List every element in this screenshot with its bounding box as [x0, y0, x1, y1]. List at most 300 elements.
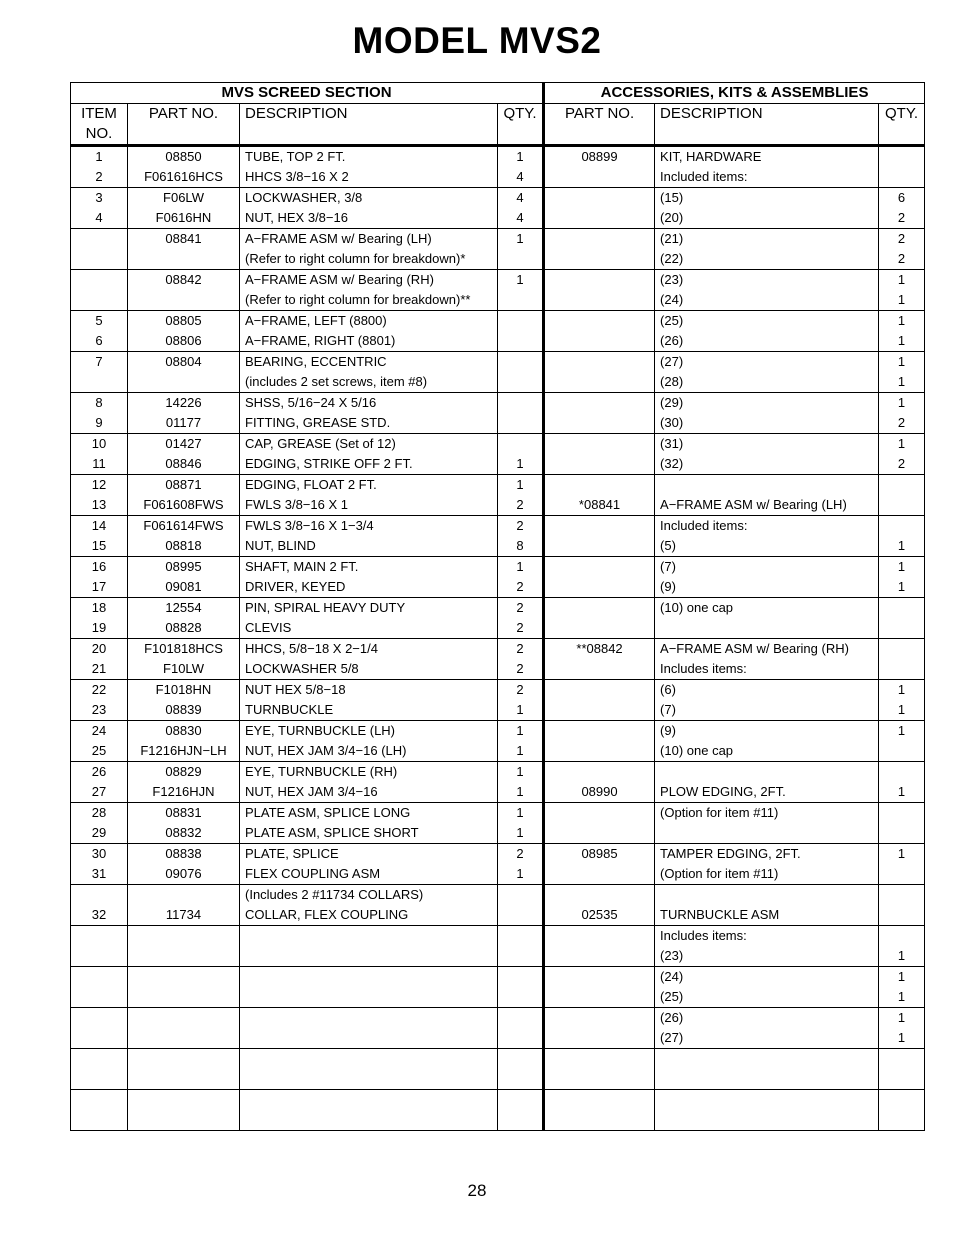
description-cell: A−FRAME ASM w/ Bearing (RH)	[240, 270, 498, 291]
acc-part-no-cell	[544, 762, 655, 783]
qty-cell	[498, 1110, 544, 1131]
acc-description-cell: (28)	[655, 372, 879, 393]
acc-description-cell	[655, 823, 879, 844]
description-cell: FWLS 3/8−16 X 1	[240, 495, 498, 516]
description-cell	[240, 1069, 498, 1090]
acc-qty-cell	[879, 639, 925, 660]
description-cell: PLATE, SPLICE	[240, 844, 498, 865]
acc-description-cell: (9)	[655, 721, 879, 742]
item-no-cell	[71, 372, 128, 393]
acc-qty-cell: 1	[879, 700, 925, 721]
acc-qty-cell: 2	[879, 249, 925, 270]
acc-part-no-cell	[544, 659, 655, 680]
acc-description-cell: (7)	[655, 700, 879, 721]
acc-description-cell: (24)	[655, 290, 879, 311]
acc-part-no-cell	[544, 1069, 655, 1090]
table-row	[71, 700, 925, 721]
acc-qty-cell	[879, 864, 925, 885]
part-no-cell: 08995	[128, 557, 240, 578]
description-cell: EDGING, FLOAT 2 FT.	[240, 475, 498, 496]
table-row	[71, 270, 925, 291]
part-no-cell: 01427	[128, 434, 240, 455]
acc-qty-cell: 1	[879, 946, 925, 967]
qty-cell: 2	[498, 577, 544, 598]
acc-qty-cell	[879, 1110, 925, 1131]
part-no-cell: 08842	[128, 270, 240, 291]
column-header-row	[71, 104, 925, 146]
table-row	[71, 577, 925, 598]
acc-qty-cell: 1	[879, 536, 925, 557]
qty-cell	[498, 434, 544, 455]
part-no-cell: 08831	[128, 803, 240, 824]
acc-description-cell: (27)	[655, 1028, 879, 1049]
qty-cell: 1	[498, 762, 544, 783]
qty-cell: 1	[498, 864, 544, 885]
acc-part-no-cell: 08990	[544, 782, 655, 803]
acc-qty-cell	[879, 823, 925, 844]
qty-cell	[498, 249, 544, 270]
acc-description-cell: (22)	[655, 249, 879, 270]
item-no-cell	[71, 229, 128, 250]
acc-description-cell: (10) one cap	[655, 741, 879, 762]
acc-description-cell: TAMPER EDGING, 2FT.	[655, 844, 879, 865]
table-row	[71, 1028, 925, 1049]
item-no-cell	[71, 885, 128, 906]
description-cell: A−FRAME, RIGHT (8801)	[240, 331, 498, 352]
section-header-row	[71, 83, 925, 104]
part-no-cell: 01177	[128, 413, 240, 434]
table-row	[71, 1069, 925, 1090]
table-row	[71, 557, 925, 578]
item-no-cell	[71, 1110, 128, 1131]
acc-qty-cell: 1	[879, 557, 925, 578]
acc-description-cell: (30)	[655, 413, 879, 434]
description-cell: FWLS 3/8−16 X 1−3/4	[240, 516, 498, 537]
qty-cell: 1	[498, 475, 544, 496]
col-header-part-no-left: PART NO.	[128, 104, 240, 146]
description-cell: NUT, BLIND	[240, 536, 498, 557]
description-cell: NUT, HEX JAM 3/4−16 (LH)	[240, 741, 498, 762]
acc-part-no-cell	[544, 167, 655, 188]
part-no-cell	[128, 290, 240, 311]
col-header-item-no: ITEM NO.	[71, 104, 128, 146]
qty-cell	[498, 372, 544, 393]
qty-cell: 4	[498, 167, 544, 188]
part-no-cell: 08838	[128, 844, 240, 865]
item-no-cell: 1	[71, 146, 128, 168]
item-no-cell: 29	[71, 823, 128, 844]
acc-part-no-cell	[544, 864, 655, 885]
item-no-cell: 10	[71, 434, 128, 455]
acc-part-no-cell	[544, 1028, 655, 1049]
qty-cell: 1	[498, 229, 544, 250]
item-no-cell: 17	[71, 577, 128, 598]
description-cell: CLEVIS	[240, 618, 498, 639]
description-cell: EDGING, STRIKE OFF 2 FT.	[240, 454, 498, 475]
item-no-cell: 22	[71, 680, 128, 701]
acc-description-cell: (29)	[655, 393, 879, 414]
acc-part-no-cell	[544, 188, 655, 209]
acc-description-cell	[655, 1090, 879, 1111]
description-cell: (Refer to right column for breakdown)*	[240, 249, 498, 270]
item-no-cell	[71, 1008, 128, 1029]
acc-description-cell: (5)	[655, 536, 879, 557]
col-header-description-left: DESCRIPTION	[240, 104, 498, 146]
item-no-cell: 24	[71, 721, 128, 742]
table-row	[71, 475, 925, 496]
acc-part-no-cell	[544, 208, 655, 229]
part-no-cell	[128, 987, 240, 1008]
qty-cell: 1	[498, 721, 544, 742]
qty-cell: 2	[498, 495, 544, 516]
acc-description-cell: (27)	[655, 352, 879, 373]
acc-description-cell: (21)	[655, 229, 879, 250]
part-no-cell: F10LW	[128, 659, 240, 680]
acc-description-cell: (Option for item #11)	[655, 803, 879, 824]
acc-description-cell: (23)	[655, 946, 879, 967]
qty-cell	[498, 413, 544, 434]
acc-qty-cell	[879, 1090, 925, 1111]
acc-qty-cell	[879, 741, 925, 762]
acc-qty-cell	[879, 1049, 925, 1070]
acc-part-no-cell	[544, 331, 655, 352]
acc-description-cell: TURNBUCKLE ASM	[655, 905, 879, 926]
acc-description-cell: (25)	[655, 311, 879, 332]
part-no-cell	[128, 885, 240, 906]
acc-qty-cell: 1	[879, 721, 925, 742]
description-cell: PLATE ASM, SPLICE LONG	[240, 803, 498, 824]
table-row	[71, 352, 925, 373]
description-cell: NUT, HEX 3/8−16	[240, 208, 498, 229]
acc-description-cell: Included items:	[655, 516, 879, 537]
acc-part-no-cell	[544, 803, 655, 824]
item-no-cell	[71, 1028, 128, 1049]
acc-description-cell: (23)	[655, 270, 879, 291]
acc-qty-cell	[879, 495, 925, 516]
table-row	[71, 393, 925, 414]
description-cell: (Includes 2 #11734 COLLARS)	[240, 885, 498, 906]
part-no-cell: 08805	[128, 311, 240, 332]
acc-qty-cell: 1	[879, 311, 925, 332]
table-row	[71, 844, 925, 865]
description-cell: BEARING, ECCENTRIC	[240, 352, 498, 373]
part-no-cell: F061608FWS	[128, 495, 240, 516]
acc-part-no-cell: *08841	[544, 495, 655, 516]
table-row	[71, 454, 925, 475]
acc-description-cell: PLOW EDGING, 2FT.	[655, 782, 879, 803]
qty-cell	[498, 1069, 544, 1090]
qty-cell: 1	[498, 557, 544, 578]
description-cell	[240, 946, 498, 967]
table-row	[71, 249, 925, 270]
col-header-description-right: DESCRIPTION	[655, 104, 879, 146]
item-no-cell: 2	[71, 167, 128, 188]
part-no-cell: 11734	[128, 905, 240, 926]
acc-description-cell	[655, 1069, 879, 1090]
acc-description-cell: (15)	[655, 188, 879, 209]
parts-table	[70, 82, 925, 1131]
part-no-cell: 08828	[128, 618, 240, 639]
item-no-cell: 31	[71, 864, 128, 885]
acc-description-cell: (20)	[655, 208, 879, 229]
table-row	[71, 1008, 925, 1029]
qty-cell: 4	[498, 188, 544, 209]
table-row	[71, 188, 925, 209]
acc-description-cell: (6)	[655, 680, 879, 701]
table-row	[71, 823, 925, 844]
part-no-cell	[128, 1090, 240, 1111]
part-no-cell: 08841	[128, 229, 240, 250]
qty-cell	[498, 1028, 544, 1049]
acc-description-cell: (10) one cap	[655, 598, 879, 619]
qty-cell: 2	[498, 680, 544, 701]
acc-description-cell	[655, 475, 879, 496]
table-row	[71, 762, 925, 783]
table-row	[71, 946, 925, 967]
part-no-cell: F1216HJN−LH	[128, 741, 240, 762]
acc-qty-cell	[879, 167, 925, 188]
description-cell: (includes 2 set screws, item #8)	[240, 372, 498, 393]
item-no-cell: 3	[71, 188, 128, 209]
item-no-cell: 16	[71, 557, 128, 578]
acc-part-no-cell	[544, 987, 655, 1008]
acc-qty-cell	[879, 598, 925, 619]
qty-cell	[498, 393, 544, 414]
part-no-cell: 09081	[128, 577, 240, 598]
col-header-part-no-right: PART NO.	[544, 104, 655, 146]
acc-part-no-cell	[544, 311, 655, 332]
item-no-cell: 13	[71, 495, 128, 516]
qty-cell	[498, 905, 544, 926]
item-no-cell	[71, 1049, 128, 1070]
acc-part-no-cell	[544, 516, 655, 537]
description-cell: HHCS 3/8−16 X 2	[240, 167, 498, 188]
acc-qty-cell	[879, 516, 925, 537]
acc-qty-cell: 1	[879, 393, 925, 414]
acc-part-no-cell	[544, 536, 655, 557]
table-row	[71, 413, 925, 434]
part-no-cell	[128, 1028, 240, 1049]
acc-description-cell: (31)	[655, 434, 879, 455]
table-row	[71, 208, 925, 229]
part-no-cell	[128, 1049, 240, 1070]
description-cell: NUT HEX 5/8−18	[240, 680, 498, 701]
item-no-cell: 23	[71, 700, 128, 721]
part-no-cell	[128, 1069, 240, 1090]
qty-cell	[498, 885, 544, 906]
acc-description-cell: A−FRAME ASM w/ Bearing (RH)	[655, 639, 879, 660]
part-no-cell	[128, 926, 240, 947]
part-no-cell: 08830	[128, 721, 240, 742]
description-cell	[240, 1110, 498, 1131]
item-no-cell: 25	[71, 741, 128, 762]
acc-part-no-cell	[544, 926, 655, 947]
item-no-cell: 8	[71, 393, 128, 414]
description-cell: PLATE ASM, SPLICE SHORT	[240, 823, 498, 844]
part-no-cell	[128, 1110, 240, 1131]
part-no-cell: 08829	[128, 762, 240, 783]
item-no-cell: 6	[71, 331, 128, 352]
acc-description-cell: Includes items:	[655, 659, 879, 680]
description-cell: DRIVER, KEYED	[240, 577, 498, 598]
acc-part-no-cell	[544, 680, 655, 701]
table-row	[71, 639, 925, 660]
description-cell: FLEX COUPLING ASM	[240, 864, 498, 885]
description-cell: HHCS, 5/8−18 X 2−1/4	[240, 639, 498, 660]
acc-qty-cell: 2	[879, 208, 925, 229]
acc-description-cell	[655, 885, 879, 906]
acc-qty-cell: 1	[879, 577, 925, 598]
description-cell: NUT, HEX JAM 3/4−16	[240, 782, 498, 803]
acc-part-no-cell	[544, 557, 655, 578]
acc-part-no-cell	[544, 1090, 655, 1111]
acc-description-cell	[655, 1049, 879, 1070]
qty-cell: 1	[498, 741, 544, 762]
table-row	[71, 1090, 925, 1111]
part-no-cell	[128, 946, 240, 967]
page-number: 28	[467, 1181, 487, 1200]
acc-qty-cell	[879, 905, 925, 926]
qty-cell: 1	[498, 803, 544, 824]
acc-part-no-cell: 08899	[544, 146, 655, 168]
acc-qty-cell: 1	[879, 967, 925, 988]
acc-part-no-cell	[544, 577, 655, 598]
acc-qty-cell	[879, 885, 925, 906]
item-no-cell: 7	[71, 352, 128, 373]
acc-qty-cell: 1	[879, 1008, 925, 1029]
item-no-cell: 11	[71, 454, 128, 475]
table-row	[71, 680, 925, 701]
acc-part-no-cell	[544, 823, 655, 844]
table-row	[71, 434, 925, 455]
acc-part-no-cell: 08985	[544, 844, 655, 865]
acc-part-no-cell	[544, 352, 655, 373]
table-row	[71, 290, 925, 311]
part-no-cell	[128, 372, 240, 393]
description-cell	[240, 987, 498, 1008]
acc-qty-cell: 1	[879, 1028, 925, 1049]
acc-description-cell: (24)	[655, 967, 879, 988]
part-no-cell: 08871	[128, 475, 240, 496]
part-no-cell: 08806	[128, 331, 240, 352]
description-cell: TURNBUCKLE	[240, 700, 498, 721]
acc-qty-cell	[879, 1069, 925, 1090]
table-row	[71, 987, 925, 1008]
acc-description-cell: A−FRAME ASM w/ Bearing (LH)	[655, 495, 879, 516]
qty-cell: 8	[498, 536, 544, 557]
item-no-cell	[71, 987, 128, 1008]
acc-qty-cell: 2	[879, 454, 925, 475]
acc-part-no-cell	[544, 967, 655, 988]
part-no-cell: 08846	[128, 454, 240, 475]
acc-part-no-cell	[544, 270, 655, 291]
table-row	[71, 516, 925, 537]
qty-cell: 2	[498, 516, 544, 537]
qty-cell	[498, 967, 544, 988]
acc-part-no-cell	[544, 721, 655, 742]
item-no-cell: 27	[71, 782, 128, 803]
description-cell: SHAFT, MAIN 2 FT.	[240, 557, 498, 578]
acc-qty-cell	[879, 475, 925, 496]
acc-description-cell: Included items:	[655, 167, 879, 188]
acc-description-cell	[655, 762, 879, 783]
qty-cell: 2	[498, 844, 544, 865]
description-cell: COLLAR, FLEX COUPLING	[240, 905, 498, 926]
qty-cell: 1	[498, 454, 544, 475]
page-title: MODEL MVS2	[352, 20, 602, 61]
description-cell: EYE, TURNBUCKLE (RH)	[240, 762, 498, 783]
item-no-cell	[71, 249, 128, 270]
qty-cell: 2	[498, 618, 544, 639]
table-row	[71, 803, 925, 824]
table-row	[71, 782, 925, 803]
acc-part-no-cell	[544, 249, 655, 270]
acc-qty-cell	[879, 926, 925, 947]
acc-description-cell: (26)	[655, 331, 879, 352]
acc-description-cell: (32)	[655, 454, 879, 475]
qty-cell	[498, 1008, 544, 1029]
qty-cell: 1	[498, 270, 544, 291]
acc-qty-cell: 1	[879, 680, 925, 701]
table-row	[71, 331, 925, 352]
acc-qty-cell: 1	[879, 987, 925, 1008]
table-row	[71, 885, 925, 906]
part-no-cell: 12554	[128, 598, 240, 619]
acc-part-no-cell	[544, 454, 655, 475]
qty-cell: 1	[498, 823, 544, 844]
description-cell: PIN, SPIRAL HEAVY DUTY	[240, 598, 498, 619]
acc-qty-cell: 6	[879, 188, 925, 209]
part-no-cell: 09076	[128, 864, 240, 885]
mvs-screed-section-header: MVS SCREED SECTION	[71, 83, 544, 104]
acc-qty-cell: 1	[879, 290, 925, 311]
acc-description-cell	[655, 618, 879, 639]
description-cell: LOCKWASHER 5/8	[240, 659, 498, 680]
acc-part-no-cell	[544, 475, 655, 496]
description-cell: TUBE, TOP 2 FT.	[240, 146, 498, 168]
part-no-cell: F06LW	[128, 188, 240, 209]
item-no-cell: 32	[71, 905, 128, 926]
table-row	[71, 905, 925, 926]
acc-part-no-cell	[544, 618, 655, 639]
acc-qty-cell: 1	[879, 352, 925, 373]
table-row	[71, 1049, 925, 1070]
part-no-cell: F1018HN	[128, 680, 240, 701]
acc-qty-cell: 1	[879, 270, 925, 291]
acc-qty-cell	[879, 146, 925, 168]
item-no-cell	[71, 290, 128, 311]
qty-cell: 2	[498, 598, 544, 619]
acc-qty-cell	[879, 762, 925, 783]
description-cell: EYE, TURNBUCKLE (LH)	[240, 721, 498, 742]
table-row	[71, 372, 925, 393]
acc-qty-cell: 1	[879, 372, 925, 393]
qty-cell	[498, 311, 544, 332]
qty-cell: 1	[498, 782, 544, 803]
table-row	[71, 864, 925, 885]
table-row	[71, 311, 925, 332]
acc-qty-cell: 2	[879, 229, 925, 250]
part-no-cell: 08839	[128, 700, 240, 721]
table-row	[71, 1110, 925, 1131]
item-no-cell	[71, 926, 128, 947]
item-no-cell: 15	[71, 536, 128, 557]
acc-description-cell: (25)	[655, 987, 879, 1008]
acc-part-no-cell	[544, 741, 655, 762]
qty-cell	[498, 1090, 544, 1111]
col-header-qty-right: QTY.	[879, 104, 925, 146]
table-row	[71, 618, 925, 639]
